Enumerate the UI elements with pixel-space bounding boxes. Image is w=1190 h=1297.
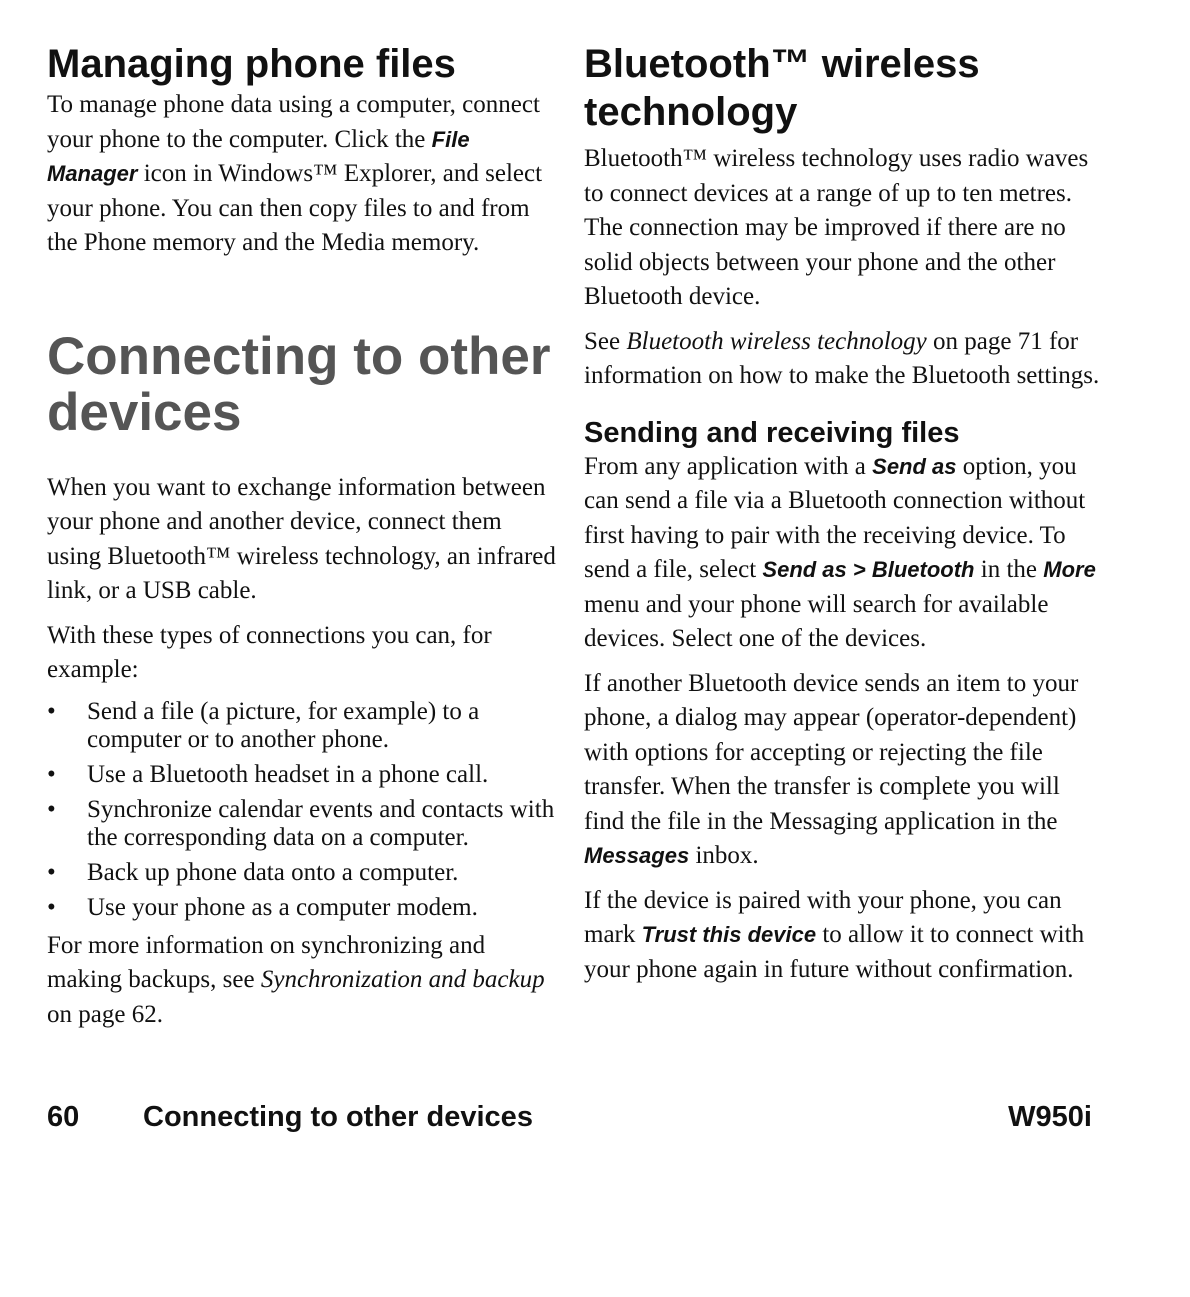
list-item: • Use your phone as a computer modem. <box>47 893 478 921</box>
bullet-icon: • <box>47 893 56 921</box>
list-item: • Back up phone data onto a computer. <box>47 858 459 886</box>
connecting-intro-paragraph: When you want to exchange information between your phone and another device, connect them using Bluetooth™ wireless technology, an infrared link, or a USB cable. <box>47 473 556 604</box>
bullet-icon: • <box>47 795 56 823</box>
send-as-term: Send as <box>872 453 957 479</box>
file-manager-term: File Manager <box>47 126 470 186</box>
list-item: • Use a Bluetooth headset in a phone call. <box>47 760 489 788</box>
receiving-paragraph: If another Bluetooth device sends an item to your phone, a dialog may appear (operator-dependent) with options for accepting or rejecting the file transfer. When the transfer is complete you will find the file in the Messaging application in the Messages inbox. <box>584 669 1079 869</box>
footer-section-title: Connecting to other devices <box>143 1101 533 1133</box>
sending-receiving-heading: Sending and receiving files <box>584 416 960 449</box>
trust-this-device-term: Trust this device <box>641 922 817 947</box>
bluetooth-heading: Bluetooth™ wireless technology <box>584 42 980 134</box>
bluetooth-settings-paragraph: See Bluetooth wireless technology on page 71 for information on how to make the Bluetooth settings. <box>584 327 1100 389</box>
bluetooth-intro-paragraph: Bluetooth™ wireless technology uses radio waves to connect devices at a range of up to ten metres. The connection may be improved if there are no solid objects between your phone and the other Bluetooth device. <box>584 145 1089 310</box>
list-item: • Synchronize calendar events and contacts with the corresponding data on a computer. <box>47 795 555 851</box>
sending-paragraph: From any application with a Send as option, you can send a file via a Bluetooth connection without first having to pair with the receiving device. To send a file, select Send as > Bluetooth in the More menu and your phone will search for available devices. Select one of the devices. <box>584 452 1096 652</box>
bullet-icon: • <box>47 697 56 725</box>
chapter-title: Connecting to other devices <box>47 326 551 442</box>
trust-paragraph: If the device is paired with your phone, you can mark Trust this device to allow it to connect with your phone again in future without confirmation. <box>584 886 1085 983</box>
synchronization-reference: Synchronization and backup <box>260 966 545 993</box>
send-as-bluetooth-term: Send as > Bluetooth <box>762 557 975 582</box>
more-term: More <box>1043 557 1096 582</box>
right-column <box>584 40 1104 997</box>
bluetooth-reference: Bluetooth wireless technology <box>626 327 927 355</box>
examples-list <box>47 698 557 922</box>
managing-phone-files-heading: Managing phone files <box>47 42 456 86</box>
messages-term: Messages <box>584 843 690 868</box>
bullet-icon: • <box>47 760 56 788</box>
connection-types-paragraph: With these types of connections you can, for example: <box>47 621 492 683</box>
bullet-icon: • <box>47 858 56 886</box>
left-column <box>47 40 557 1042</box>
page-number: 60 <box>47 1101 80 1133</box>
footer-model: W950i <box>1008 1101 1092 1133</box>
managing-phone-files-text: To manage phone data using a computer, connect your phone to the computer. Click the File Manager icon in Windows™ Explorer, and select your phone. You can then copy files to and from the Phone memory and the Media memory. <box>47 91 543 256</box>
more-info-paragraph: For more information on synchronizing and making backups, see Synchronization and backup on page 62. <box>47 931 545 1028</box>
list-item: • Send a file (a picture, for example) to a computer or to another phone. <box>47 697 480 753</box>
